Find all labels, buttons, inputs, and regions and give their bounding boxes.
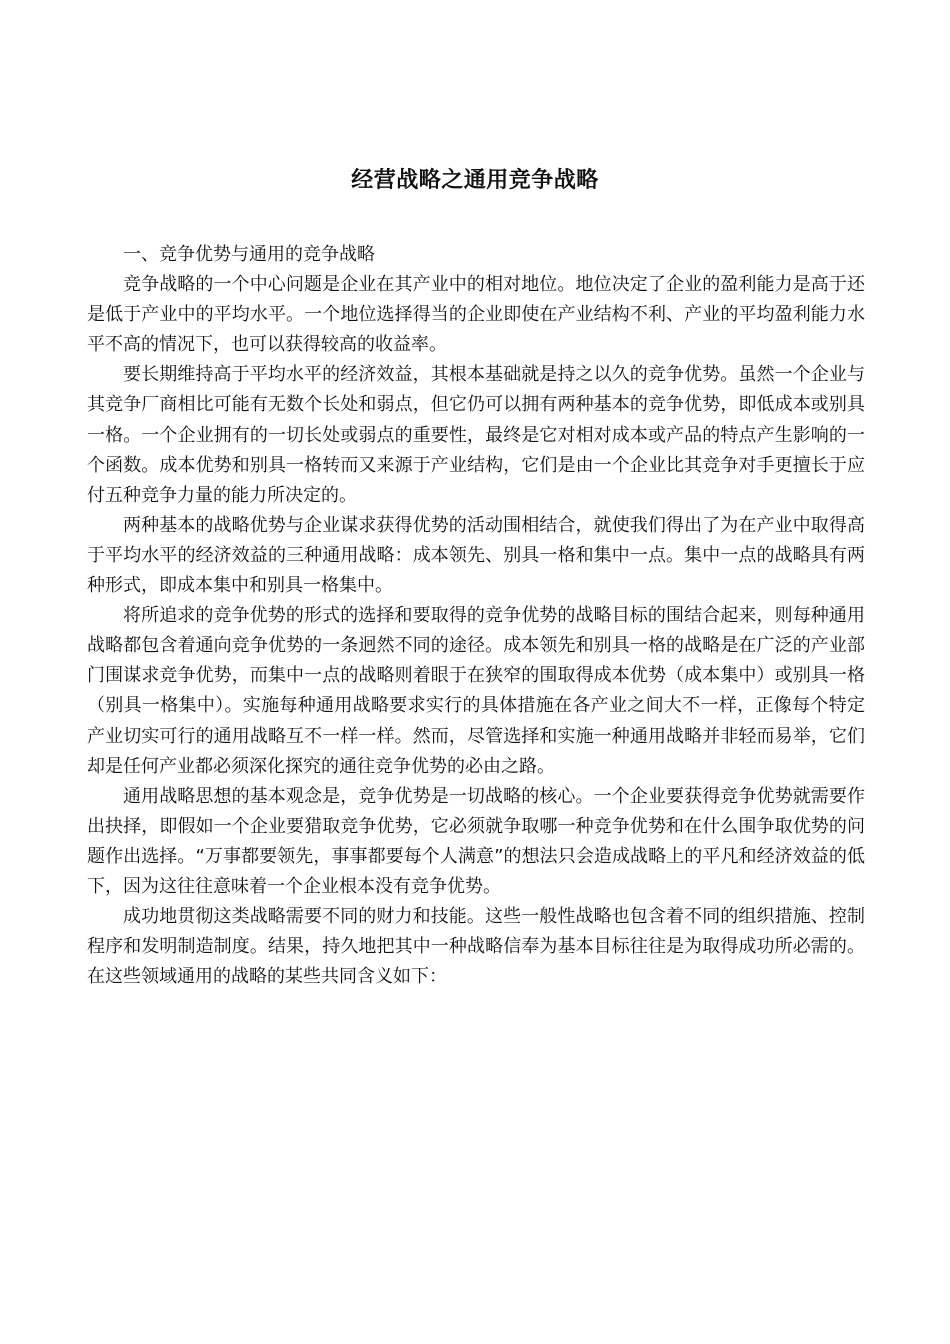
paragraph: 要长期维持高于平均水平的经济效益，其根本基础就是持之以久的竞争优势。虽然一个企业与其竞争厂商相比可能有无数个长处和弱点，但它仍可以拥有两种基本的竞争优势，即低成本或别具一格。一个企业拥有的一切长处或弱点的重要性，最终是它对相对成本或产品的特点产生影响的一个函数。成本优势和别具一格转而又来源于产业结构，它们是由一个企业比其竞争对手更擅长于应付五种竞争力量的能力所决定的。 [87, 364, 865, 506]
paragraph: 竞争战略的一个中心问题是企业在其产业中的相对地位。地位决定了企业的盈利能力是高于还是低于产业中的平均水平。一个地位选择得当的企业即使在产业结构不利、产业的平均盈利能力水平不高的情况下，也可以获得较高的收益率。 [87, 274, 865, 356]
document-title: 经营战略之通用竞争战略 [351, 168, 599, 193]
section-heading: 一、竞争优势与通用的竞争战略 [123, 244, 375, 265]
paragraph: 两种基本的战略优势与企业谋求获得优势的活动围相结合，就使我们得出了为在产业中取得高于平均水平的经济效益的三种通用战略：成本领先、别具一格和集中一点。集中一点的战略具有两种形式，即成本集中和别具一格集中。 [87, 514, 865, 597]
document-body [87, 240, 865, 992]
paragraph: 通用战略思想的基本观念是，竞争优势是一切战略的核心。一个企业要获得竞争优势就需要作出抉择，即假如一个企业要猎取竞争优势，它必须就争取哪一种竞争优势和在什么围争取优势的问题作出选择。“万事都要领先，事事都要每个人满意”的想法只会造成战略上的平凡和经济效益的低下，因为这往往意味着一个企业根本没有竞争优势。 [87, 785, 865, 897]
paragraph: 将所追求的竞争优势的形式的选择和要取得的竞争优势的战略目标的围结合起来，则每种通用战略都包含着通向竞争优势的一条迥然不同的途径。成本领先和别具一格的战略是在广泛的产业部门围谋求竞争优势，而集中一点的战略则着眼于在狭窄的围取得成本优势（成本集中）或别具一格（别具一格集中）。实施每种通用战略要求实行的具体措施在各产业之间大不一样，正像每个特定产业切实可行的通用战略互不一样一样。然而，尽管选择和实施一种通用战略并非轻而易举，它们却是任何产业都必须深化探究的通往竞争优势的必由之路。 [87, 605, 865, 777]
paragraph: 成功地贯彻这类战略需要不同的财力和技能。这些一般性战略也包含着不同的组织措施、控制程序和发明制造制度。结果，持久地把其中一种战略信奉为基本目标往往是为取得成功所必需的。在这些领域通用的战略的某些共同含义如下： [87, 906, 865, 988]
